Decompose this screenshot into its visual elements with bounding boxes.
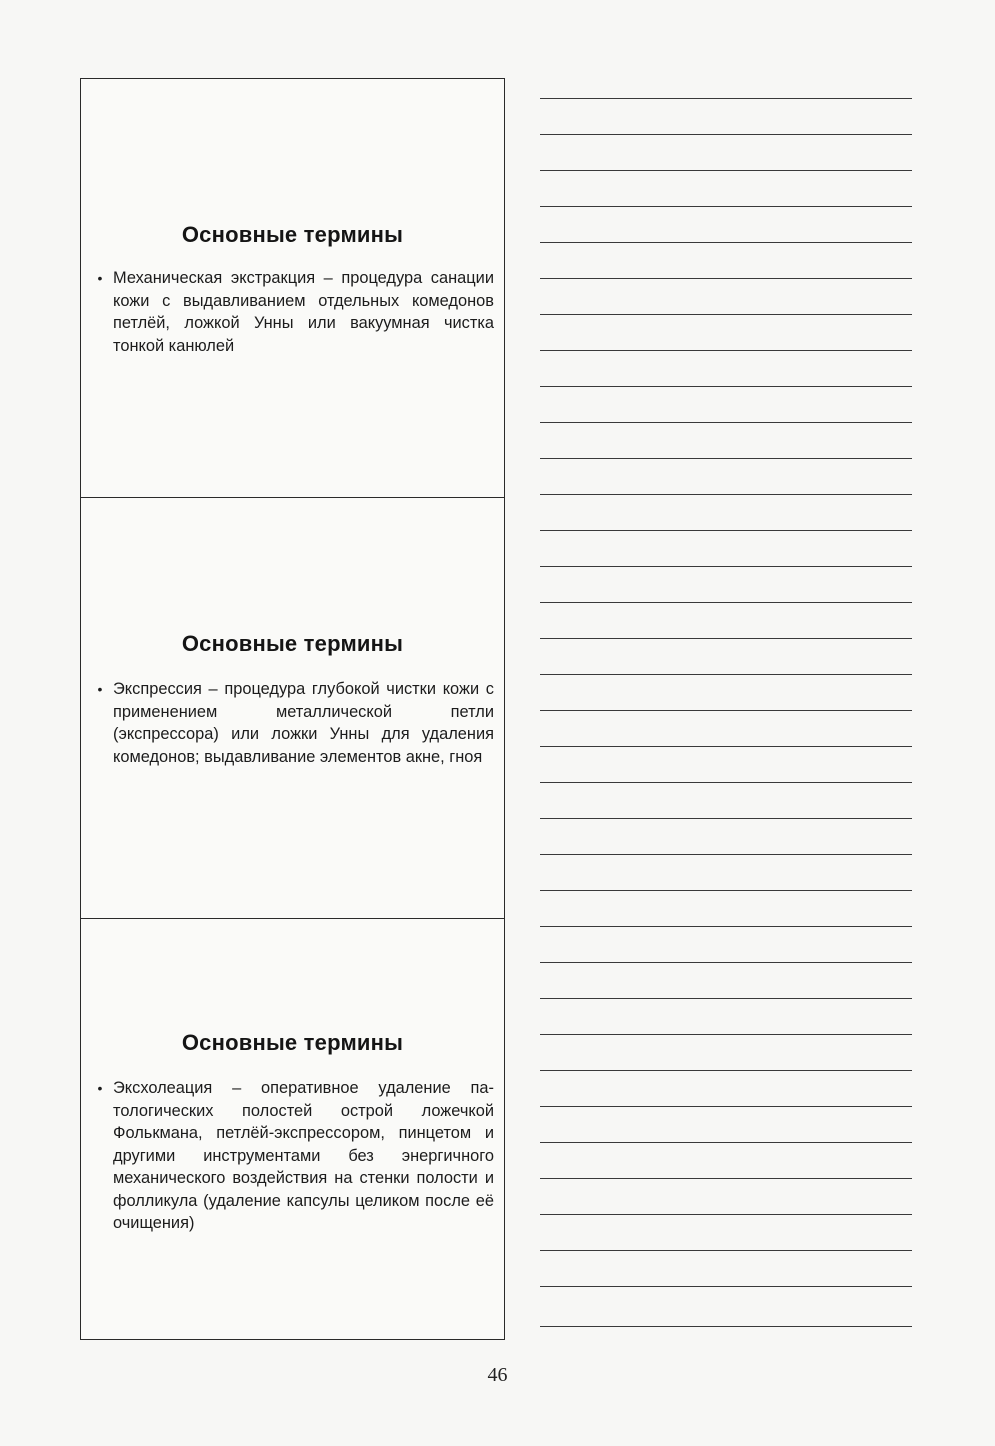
note-line bbox=[540, 458, 912, 459]
note-line bbox=[540, 998, 912, 999]
note-line bbox=[540, 1214, 912, 1215]
note-line bbox=[540, 962, 912, 963]
note-line bbox=[540, 314, 912, 315]
note-line bbox=[540, 350, 912, 351]
page-number: 46 bbox=[487, 1364, 508, 1386]
bullet-icon: • bbox=[97, 1080, 103, 1096]
note-line bbox=[540, 98, 912, 99]
term-definition: Экспрессия – процедура глубокой чистки кожи с применением металлической петли (экспрессора) или ложки Унны для удаления комедонов; выдавливание элементов акне, гноя bbox=[113, 680, 494, 766]
note-line bbox=[540, 1178, 912, 1179]
note-line bbox=[540, 1326, 912, 1327]
note-line bbox=[540, 854, 912, 855]
note-line bbox=[540, 818, 912, 819]
slide-3 bbox=[81, 918, 504, 1339]
note-line bbox=[540, 278, 912, 279]
note-line bbox=[540, 1286, 912, 1287]
note-line bbox=[540, 1034, 912, 1035]
note-line bbox=[540, 746, 912, 747]
note-line bbox=[540, 602, 912, 603]
bullet-icon: • bbox=[97, 681, 103, 697]
note-line bbox=[540, 1250, 912, 1251]
note-line bbox=[540, 530, 912, 531]
term-definition: Механическая экстракция – процедура санации кожи с выдавливанием отдельных комедонов петлёй, ложкой Унны или вакуумная чистка тонкой канюлей bbox=[113, 269, 494, 355]
note-line bbox=[540, 494, 912, 495]
bullet-icon: • bbox=[97, 270, 103, 286]
note-line bbox=[540, 134, 912, 135]
note-line bbox=[540, 242, 912, 243]
note-line bbox=[540, 1106, 912, 1107]
term-definition: Эксхолеация – оперативное удаление патологических полостей острой ложечкой Фолькмана, петлёй-экспрессором, пинцетом и другими инструментами без энергичного механического воздействия на стенки полости и фолликула (удаление капсулы целиком после её очищения) bbox=[113, 1079, 494, 1232]
note-line bbox=[540, 386, 912, 387]
note-line bbox=[540, 782, 912, 783]
bullet-item bbox=[87, 267, 494, 357]
slide-1 bbox=[81, 79, 504, 497]
note-line bbox=[540, 566, 912, 567]
slides-column bbox=[80, 78, 505, 1340]
note-line bbox=[540, 674, 912, 675]
note-line bbox=[540, 890, 912, 891]
notes-lines bbox=[540, 80, 912, 1340]
note-line bbox=[540, 422, 912, 423]
bullet-item bbox=[87, 678, 494, 768]
bullet-item bbox=[87, 1077, 494, 1235]
note-line bbox=[540, 170, 912, 171]
note-line bbox=[540, 1142, 912, 1143]
note-line bbox=[540, 1070, 912, 1071]
note-line bbox=[540, 206, 912, 207]
slide-title: Основные термины bbox=[181, 1030, 404, 1055]
slide-title: Основные термины bbox=[181, 631, 404, 656]
note-line bbox=[540, 926, 912, 927]
note-line bbox=[540, 638, 912, 639]
slide-2 bbox=[81, 497, 504, 918]
slide-title: Основные термины bbox=[181, 222, 404, 247]
note-line bbox=[540, 710, 912, 711]
